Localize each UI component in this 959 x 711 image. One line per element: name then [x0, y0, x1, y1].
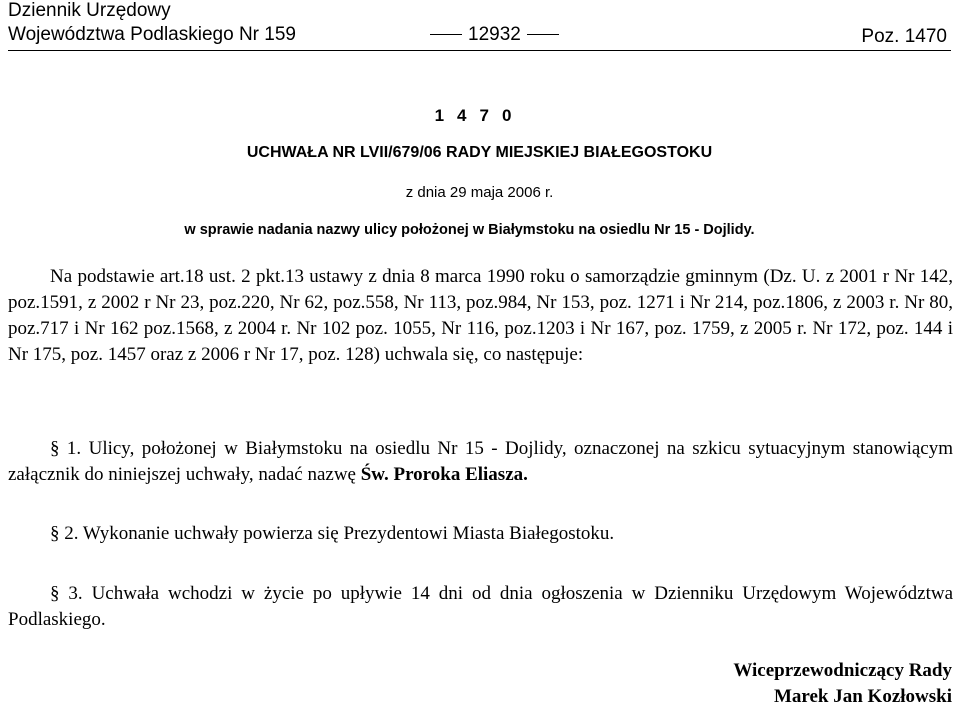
journal-title-line1: Dziennik Urzędowy: [8, 0, 171, 21]
act-subject: w sprawie nadania nazwy ulicy położonej w Białymstoku na osiedlu Nr 15 - Dojlidy.: [184, 222, 755, 238]
signature-name: Marek Jan Kozłowski: [773, 686, 952, 707]
page-number-value: 12932: [468, 24, 521, 45]
street-name: Św. Proroka Eliasza.: [360, 464, 528, 485]
act-position-number: 1470: [434, 106, 525, 125]
dash-left: [430, 34, 462, 35]
section-2-text: Wykonanie uchwały powierza się Prezydentowi Miasta Białegostoku.: [82, 523, 615, 544]
dash-right: [527, 34, 559, 35]
section-1-text: Ulicy, położonej w Białymstoku na osiedlu Nr 15 - Dojlidy, oznaczonej na szkicu sytuacyjnym stanowiącym załącznik do niniejszej uchwały, nadać nazwę: [8, 438, 953, 485]
position-label: Poz. 1470: [861, 26, 947, 47]
page-number: [424, 24, 565, 46]
journal-title-line2: Województwa Podlaskiego Nr 159: [8, 24, 296, 45]
act-date: z dnia 29 maja 2006 r.: [405, 184, 554, 201]
section-3-marker: § 3.: [50, 583, 83, 604]
signature-role: Wiceprzewodniczący Rady: [733, 660, 952, 681]
header-divider: [8, 50, 951, 51]
legal-basis-paragraph: Na podstawie art.18 ust. 2 pkt.13 ustawy z dnia 8 marca 1990 roku o samorządzie gminnym (Dz. U. z 2001 r Nr 142, poz.1591, z 2002 r Nr 23, poz.220, Nr 62, poz.558, Nr 113, poz.984, Nr 153, poz. 1271 i Nr 214, poz.1806, z 2003 r. Nr 80, poz.717 i Nr 162 poz.1568, z 2004 r. Nr 102 poz. 1055, Nr 116, poz.1203 i Nr 167, poz. 1759, z 2005 r. Nr 172, poz. 144 i Nr 175, poz. 1457 oraz z 2006 r Nr 17, poz. 128) uchwala się, co następuje:: [8, 266, 953, 365]
section-3: [8, 581, 953, 633]
section-3-text: Uchwała wchodzi w życie po upływie 14 dni od dnia ogłoszenia w Dzienniku Urzędowym Województwa Podlaskiego.: [8, 583, 953, 630]
section-2: [8, 521, 953, 547]
section-1: [8, 436, 953, 488]
act-title: UCHWAŁA NR LVII/679/06 RADY MIEJSKIEJ BIAŁEGOSTOKU: [246, 144, 713, 161]
section-1-marker: § 1.: [50, 438, 82, 459]
section-2-marker: § 2.: [50, 523, 79, 544]
